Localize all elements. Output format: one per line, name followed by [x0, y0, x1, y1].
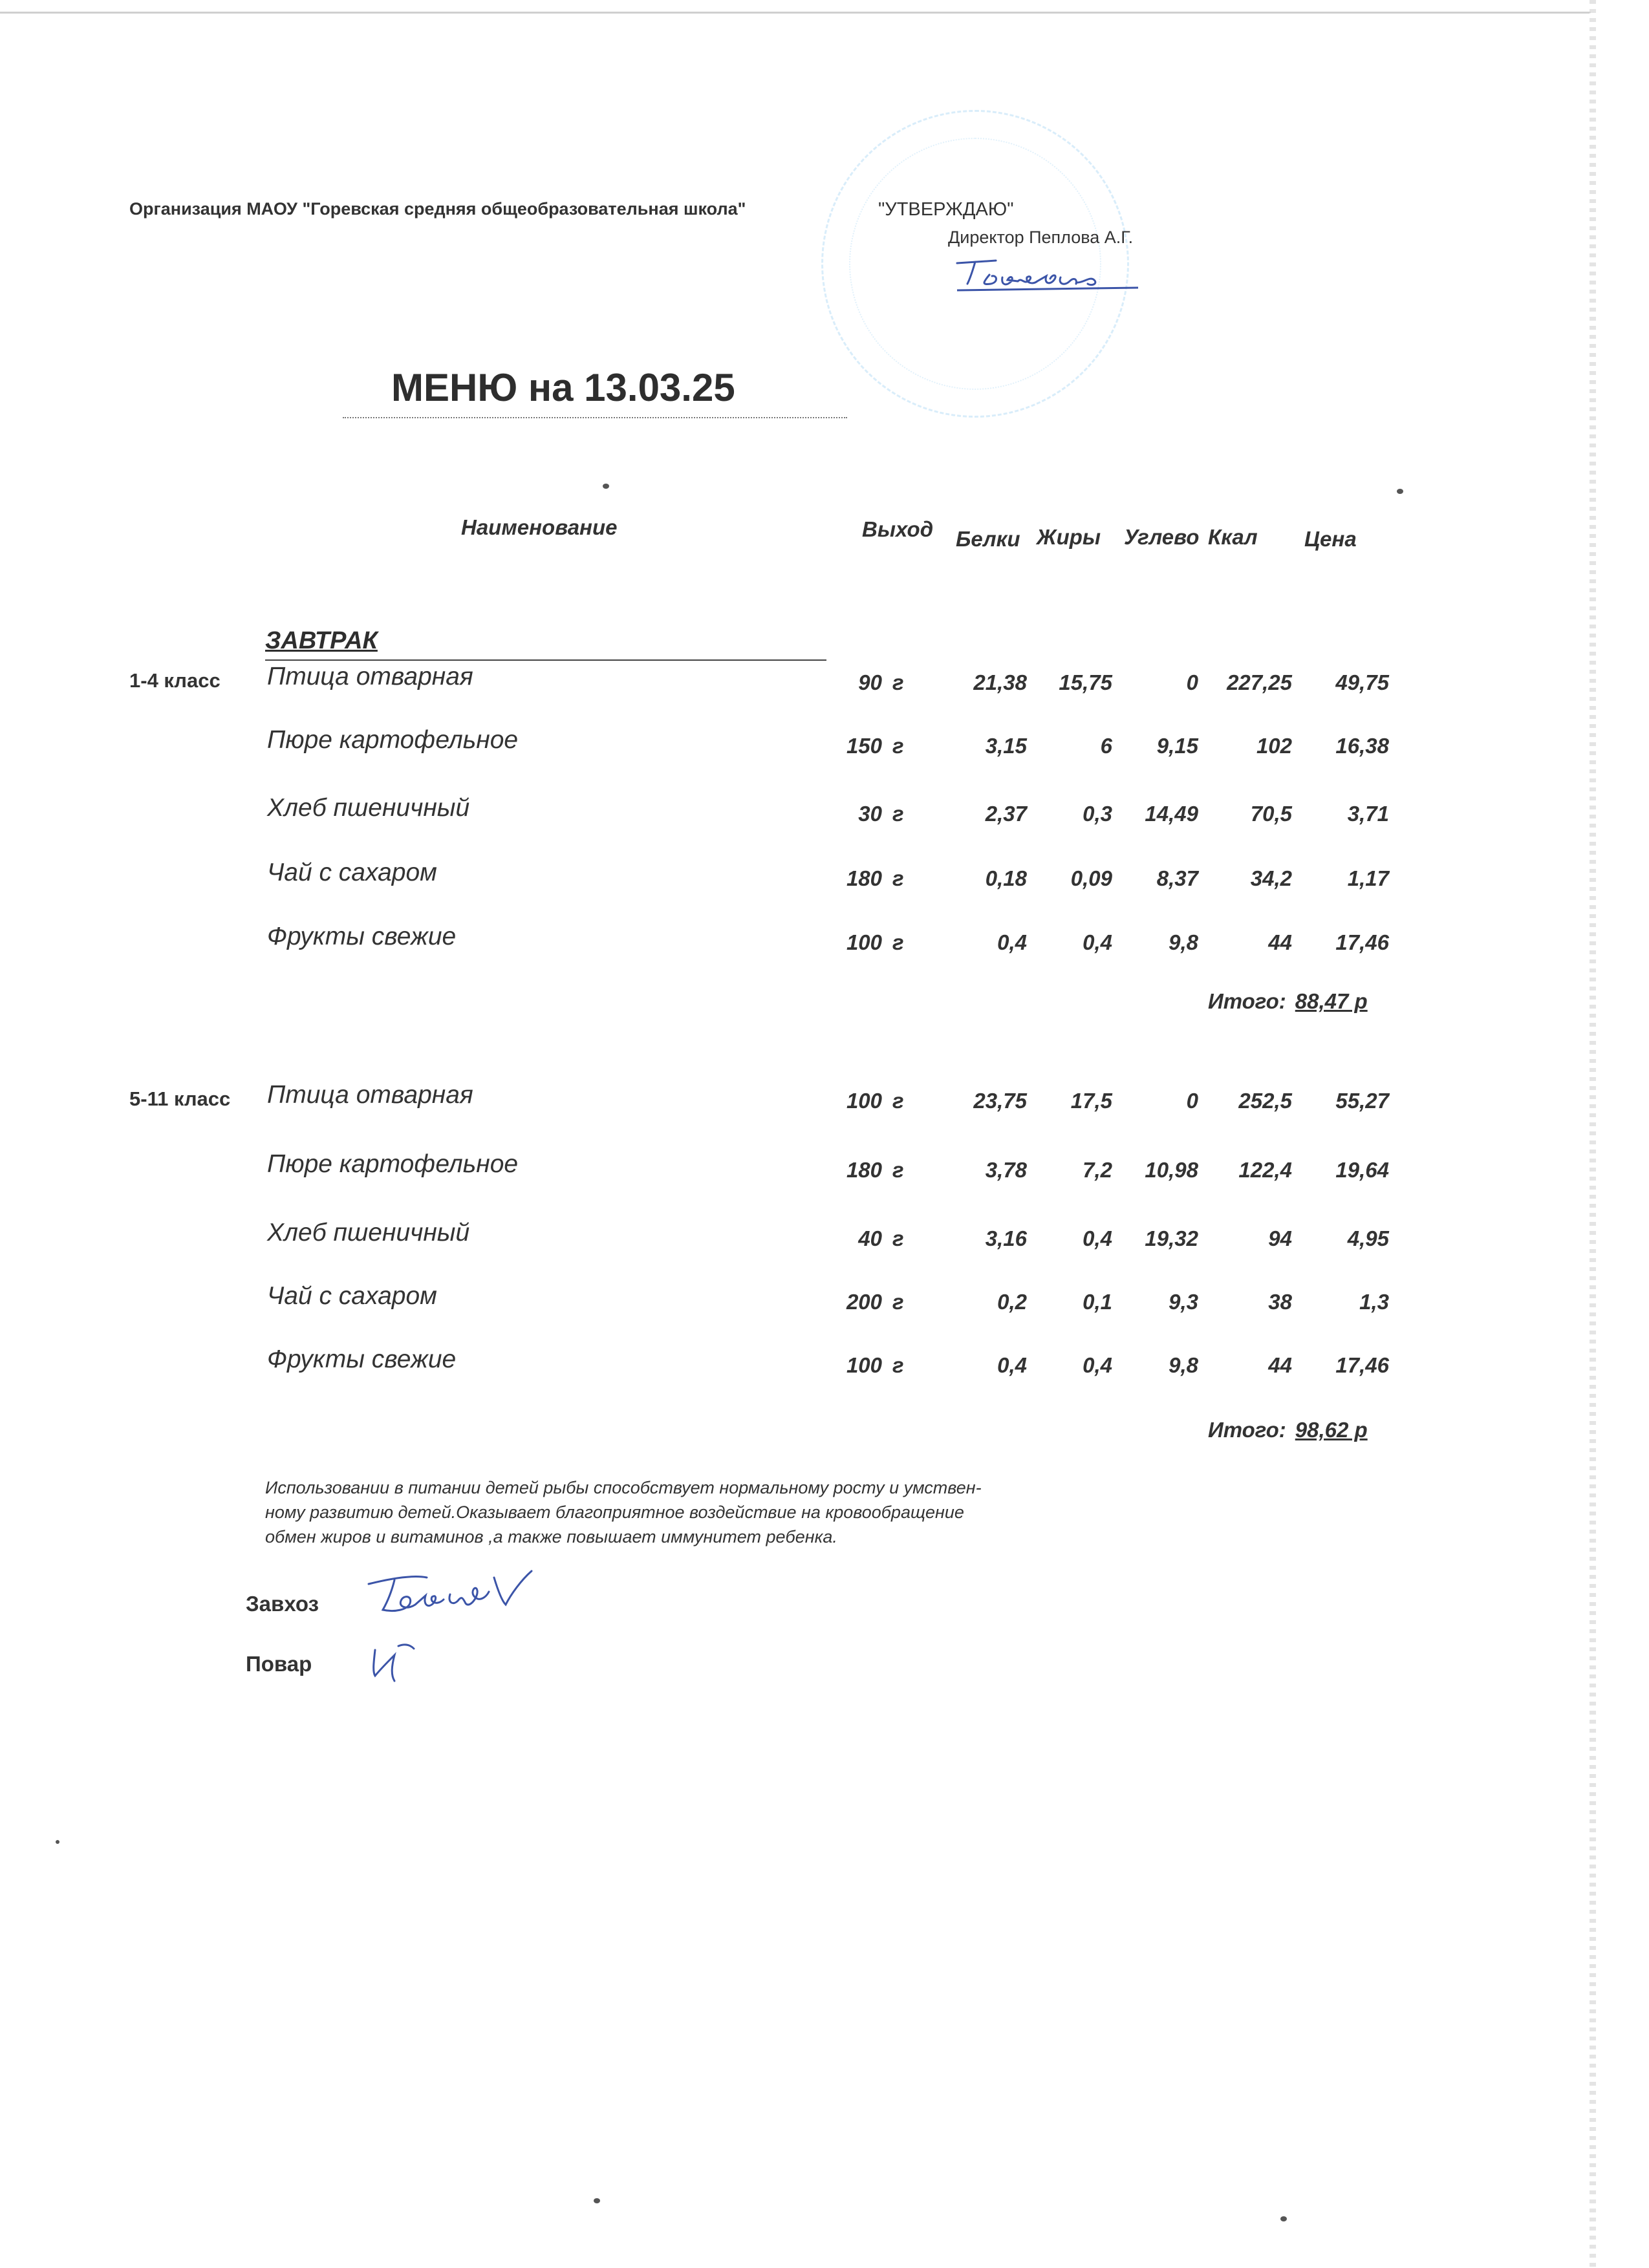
dish-output: 100	[846, 930, 882, 954]
dish-fats: 0,09	[1070, 866, 1112, 890]
dish-fats: 17,5	[1070, 1089, 1112, 1113]
dish-kcal: 102	[1256, 734, 1292, 758]
menu-row	[0, 794, 1487, 833]
menu-row	[0, 1081, 1487, 1120]
dish-price: 3,71	[1347, 802, 1389, 826]
dish-output: 100	[846, 1089, 882, 1113]
dish-carbs: 0	[1186, 670, 1198, 694]
dish-carbs: 0	[1186, 1089, 1198, 1113]
dish-carbs: 9,15	[1156, 734, 1198, 758]
dish-unit: г	[892, 1353, 904, 1377]
dish-kcal: 122,4	[1238, 1158, 1292, 1182]
column-header-carbs: Углево	[1124, 525, 1200, 549]
scan-speck	[56, 1840, 59, 1844]
group-label: 5-11 класс	[129, 1087, 231, 1110]
column-header-name: Наименование	[461, 515, 618, 539]
nutrition-note	[265, 1475, 1067, 1549]
dish-proteins: 0,18	[985, 866, 1027, 890]
dish-name: Пюре картофельное	[267, 1150, 519, 1178]
dish-unit: г	[892, 1089, 904, 1113]
dish-name: Чай с сахаром	[267, 859, 437, 886]
dish-kcal: 44	[1268, 1353, 1292, 1377]
note-line: обмен жиров и витаминов ,а также повышает иммунитет ребенка.	[265, 1527, 837, 1546]
column-header-fats: Жиры	[1037, 525, 1101, 549]
dish-fats: 0,4	[1083, 1226, 1112, 1250]
dish-name: Фрукты свежие	[267, 923, 457, 950]
povar-label: Повар	[246, 1652, 312, 1676]
dish-kcal: 94	[1268, 1226, 1292, 1250]
dish-output: 100	[846, 1353, 882, 1377]
dish-price: 1,17	[1347, 866, 1389, 890]
dish-name: Чай с сахаром	[267, 1282, 437, 1310]
total-label: Итого:	[1208, 1418, 1286, 1442]
approve-label: "УТВЕРЖДАЮ"	[878, 199, 1014, 220]
dish-price: 55,27	[1335, 1089, 1389, 1113]
column-header-price: Цена	[1304, 527, 1357, 551]
menu-row	[0, 1345, 1487, 1384]
organization-line: Организация МАОУ "Горевская средняя общеобразовательная школа"	[129, 199, 746, 219]
total	[1208, 989, 1368, 1014]
director-signature	[951, 249, 1145, 297]
dish-unit: г	[892, 866, 904, 890]
dish-output: 30	[858, 802, 882, 826]
dish-output: 180	[846, 866, 882, 890]
group-label: 1-4 класс	[129, 669, 221, 692]
dish-output: 90	[858, 670, 882, 694]
dish-kcal: 70,5	[1250, 802, 1292, 826]
column-header-kcal: Ккал	[1208, 525, 1258, 549]
note-line: ному развитию детей.Оказывает благоприятное воздействие на кровообращение	[265, 1503, 964, 1522]
dish-unit: г	[892, 1290, 904, 1314]
dish-proteins: 3,78	[985, 1158, 1027, 1182]
section-underline	[265, 659, 826, 661]
scan-top-edge	[0, 12, 1591, 14]
dish-price: 17,46	[1335, 1353, 1389, 1377]
dish-unit: г	[892, 802, 904, 826]
scan-speck	[603, 484, 609, 489]
dish-output: 200	[846, 1290, 882, 1314]
menu-row	[0, 1150, 1487, 1189]
dish-output: 150	[846, 734, 882, 758]
dish-fats: 0,3	[1083, 802, 1112, 826]
dish-proteins: 0,4	[997, 1353, 1027, 1377]
dish-kcal: 34,2	[1250, 866, 1292, 890]
zavhoz-label: Завхоз	[246, 1592, 319, 1616]
dish-unit: г	[892, 670, 904, 694]
dish-carbs: 9,8	[1169, 1353, 1198, 1377]
dish-proteins: 23,75	[973, 1089, 1027, 1113]
dish-kcal: 227,25	[1227, 670, 1292, 694]
dish-kcal: 44	[1268, 930, 1292, 954]
dish-fats: 15,75	[1059, 670, 1112, 694]
menu-row	[0, 663, 1487, 701]
scan-speck	[594, 2198, 600, 2203]
menu-row	[0, 923, 1487, 961]
dish-unit: г	[892, 930, 904, 954]
scan-speck	[1280, 2216, 1287, 2221]
section-title: ЗАВТРАК	[265, 627, 378, 654]
dish-fats: 0,4	[1083, 1353, 1112, 1377]
zavhoz-signature	[356, 1565, 563, 1626]
total	[1208, 1418, 1368, 1442]
total-value: 98,62 р	[1295, 1418, 1368, 1442]
menu-row	[0, 1282, 1487, 1321]
menu-row	[0, 859, 1487, 897]
dish-name: Фрукты свежие	[267, 1345, 457, 1373]
dish-carbs: 10,98	[1145, 1158, 1198, 1182]
dish-output: 180	[846, 1158, 882, 1182]
total-label: Итого:	[1208, 989, 1286, 1013]
dish-proteins: 3,16	[985, 1226, 1027, 1250]
dish-proteins: 3,15	[985, 734, 1027, 758]
director-name: Директор Пеплова А.Г.	[948, 228, 1134, 247]
column-header-proteins: Белки	[956, 527, 1020, 551]
menu-row	[0, 1219, 1487, 1257]
dish-proteins: 0,2	[997, 1290, 1027, 1314]
dish-unit: г	[892, 734, 904, 758]
menu-row	[0, 726, 1487, 765]
dish-price: 4,95	[1347, 1226, 1389, 1250]
note-line: Использовании в питании детей рыбы способствует нормальному росту и умствен-	[265, 1478, 982, 1497]
dish-price: 17,46	[1335, 930, 1389, 954]
dish-name: Птица отварная	[267, 663, 473, 690]
dish-carbs: 19,32	[1145, 1226, 1198, 1250]
page-title: МЕНЮ на 13.03.25	[391, 366, 735, 409]
dish-kcal: 38	[1268, 1290, 1292, 1314]
dish-proteins: 0,4	[997, 930, 1027, 954]
dish-name: Птица отварная	[267, 1081, 473, 1109]
dish-output: 40	[858, 1226, 882, 1250]
povar-signature	[362, 1636, 440, 1697]
dish-unit: г	[892, 1158, 904, 1182]
dish-carbs: 9,8	[1169, 930, 1198, 954]
dish-carbs: 9,3	[1169, 1290, 1198, 1314]
title-underline	[343, 417, 847, 418]
dish-proteins: 21,38	[973, 670, 1027, 694]
total-row	[0, 1418, 1487, 1457]
dish-fats: 7,2	[1083, 1158, 1112, 1182]
dish-fats: 0,1	[1083, 1290, 1112, 1314]
dish-kcal: 252,5	[1238, 1089, 1292, 1113]
dish-price: 1,3	[1359, 1290, 1389, 1314]
dish-fats: 0,4	[1083, 930, 1112, 954]
dish-price: 19,64	[1335, 1158, 1389, 1182]
scan-right-edge	[1590, 0, 1596, 2268]
dish-carbs: 8,37	[1156, 866, 1198, 890]
dish-name: Хлеб пшеничный	[267, 1219, 470, 1246]
scan-speck	[1397, 489, 1403, 494]
dish-name: Хлеб пшеничный	[267, 794, 470, 822]
dish-price: 16,38	[1335, 734, 1389, 758]
dish-fats: 6	[1100, 734, 1112, 758]
dish-proteins: 2,37	[985, 802, 1027, 826]
total-row	[0, 989, 1487, 1028]
column-header-output: Выход	[862, 517, 934, 541]
dish-carbs: 14,49	[1145, 802, 1198, 826]
total-value: 88,47 р	[1295, 989, 1368, 1013]
dish-unit: г	[892, 1226, 904, 1250]
dish-price: 49,75	[1335, 670, 1389, 694]
dish-name: Пюре картофельное	[267, 726, 519, 754]
